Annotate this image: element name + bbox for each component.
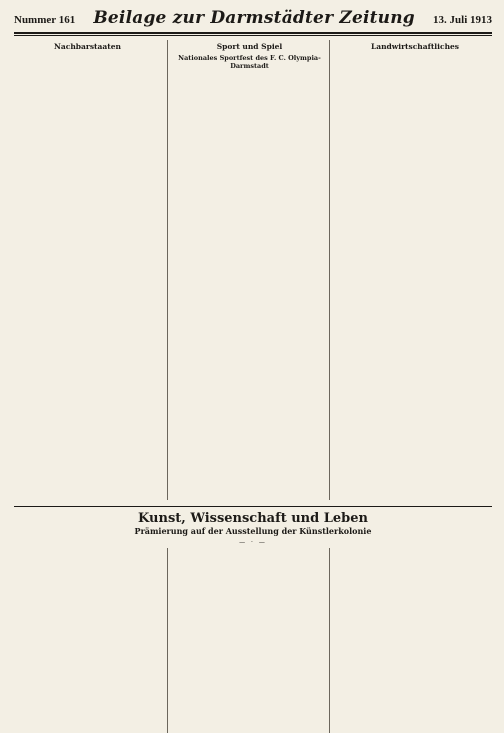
feuilleton-section	[14, 506, 492, 733]
issue-date: 13. Juli 1913	[433, 14, 492, 26]
feuilleton-columns	[14, 548, 492, 733]
newspaper-title: Beilage zur Darmstädter Zeitung	[93, 8, 415, 28]
margin-annotation	[2, 490, 8, 710]
ornament-divider: — · —	[239, 539, 267, 546]
issue-number: Nummer 161	[14, 14, 76, 26]
feuilleton-column	[338, 548, 492, 733]
masthead	[14, 8, 492, 30]
article-subheading: Prämierung auf der Ausstellung der Künstlerkolonie	[134, 526, 372, 536]
article-subheading: Nationales Sportfest des F. C. Olympia-Darmstadt	[178, 54, 321, 70]
column-middle	[176, 40, 330, 500]
column-right	[338, 40, 492, 500]
feuilleton-column	[14, 548, 168, 733]
masthead-rule-thin	[14, 35, 492, 36]
masthead-rule	[14, 32, 492, 34]
section-heading: Kunst, Wissenschaft und Leben	[138, 511, 368, 526]
column-left	[14, 40, 168, 500]
section-heading: Nachbarstaaten	[54, 42, 121, 51]
section-heading: Landwirtschaftliches	[370, 42, 460, 51]
feuilleton-column	[176, 548, 330, 733]
section-heading: Sport und Spiel	[216, 42, 283, 51]
upper-columns	[14, 40, 492, 500]
